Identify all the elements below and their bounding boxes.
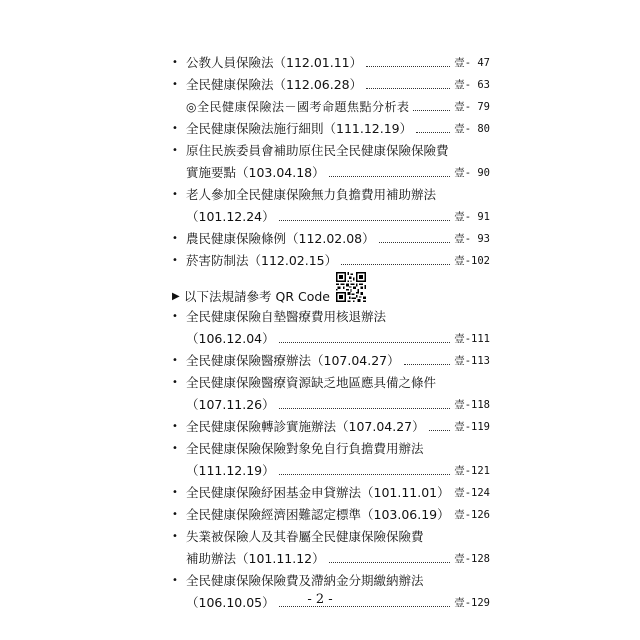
dot-leader [279, 342, 450, 343]
bullet-icon: • [172, 189, 178, 200]
bullet-icon: • [172, 57, 178, 68]
toc-entry [172, 140, 490, 162]
toc-entry [172, 184, 490, 206]
bullet-icon: • [172, 377, 178, 388]
toc-entry-page: 壹-119 [454, 421, 490, 433]
toc-entry [172, 460, 490, 482]
toc-entry-title: （107.11.26） [186, 397, 275, 412]
bullet-icon: • [172, 443, 178, 454]
toc-entry [172, 306, 490, 328]
toc-entry [172, 372, 490, 394]
bullet-icon: • [172, 355, 178, 366]
toc-entry-title: ◎全民健康保險法－國考命題焦點分析表 [186, 100, 410, 114]
toc-entry-title: 農民健康保險條例（112.02.08） [186, 231, 375, 246]
toc-entry-title: 全民健康保險紓困基金申貸辦法（101.11.01） [186, 485, 450, 500]
bullet-icon: • [172, 509, 178, 520]
toc-entry [172, 504, 490, 526]
dot-leader [279, 220, 450, 221]
toc-entry-page: 壹- 90 [454, 167, 490, 179]
toc-entry-page: 壹- 93 [454, 233, 490, 245]
toc-entry-title: 補助辦法（101.11.12） [186, 551, 325, 566]
toc-entry-title: 全民健康保險保險費及滯納金分期繳納辦法 [186, 573, 424, 588]
toc-entry [172, 416, 490, 438]
bullet-icon: • [172, 531, 178, 542]
bullet-icon: • [172, 233, 178, 244]
toc-entry [172, 52, 490, 74]
bullet-icon: • [172, 79, 178, 90]
toc-entry-title: 失業被保險人及其眷屬全民健康保險保險費 [186, 529, 424, 544]
dot-leader [329, 176, 450, 177]
toc-entry-page: 壹-118 [454, 399, 490, 411]
toc-entry [172, 118, 490, 140]
toc-entry-page: 壹- 63 [454, 79, 490, 91]
toc-entry-page: 壹-111 [454, 333, 490, 345]
toc-entry-title: （106.12.04） [186, 331, 275, 346]
toc-entry [172, 526, 490, 548]
toc-entry [172, 228, 490, 250]
table-of-contents [172, 52, 490, 614]
bullet-icon: • [172, 487, 178, 498]
dot-leader [404, 364, 450, 365]
page-number: - 2 - [307, 592, 333, 607]
toc-entry-page: 壹-113 [454, 355, 490, 367]
dot-leader [279, 474, 450, 475]
toc-entry [172, 250, 490, 272]
toc-entry [172, 206, 490, 228]
toc-entry-page: 壹-126 [454, 509, 490, 521]
toc-entry-title: 實施要點（103.04.18） [186, 165, 325, 180]
toc-entry-title: 全民健康保險醫療辦法（107.04.27） [186, 353, 400, 368]
qr-heading-text: 以下法規請參考 QR Code [184, 289, 330, 304]
toc-entry-page: 壹- 80 [454, 123, 490, 135]
toc-entry-page: 壹- 47 [454, 57, 490, 69]
toc-entry-page: 壹- 91 [454, 211, 490, 223]
toc-entry-title: （101.12.24） [186, 209, 275, 224]
qr-code-icon [336, 272, 366, 302]
bullet-icon: • [172, 311, 178, 322]
toc-entry-title: 菸害防制法（112.02.15） [186, 253, 338, 268]
toc-entry-page: 壹-128 [454, 553, 490, 565]
toc-entry-title: 全民健康保險經濟困難認定標準（103.06.19） [186, 507, 450, 522]
toc-entry-page: 壹-129 [454, 597, 490, 609]
toc-entry-title: 全民健康保險轉診實施辦法（107.04.27） [186, 419, 425, 434]
bullet-icon: • [172, 255, 178, 266]
dot-leader [279, 408, 450, 409]
toc-entry [172, 394, 490, 416]
toc-entry-page: 壹- 79 [454, 101, 490, 113]
dot-leader [366, 66, 450, 67]
toc-entry [172, 162, 490, 184]
bullet-icon: • [172, 421, 178, 432]
dot-leader [416, 132, 450, 133]
toc-entry-title: 原住民族委員會補助原住民全民健康保險保險費 [186, 143, 449, 158]
toc-entry-title: 全民健康保險保險對象免自行負擔費用辦法 [186, 441, 424, 456]
toc-entry [172, 350, 490, 372]
toc-entry [172, 96, 490, 118]
toc-entry [172, 570, 490, 592]
toc-section-2 [172, 306, 490, 614]
dot-leader [366, 88, 450, 89]
toc-entry [172, 548, 490, 570]
toc-entry [172, 328, 490, 350]
bullet-icon: • [172, 575, 178, 586]
toc-entry-title: （111.12.19） [186, 463, 275, 478]
bullet-icon: • [172, 145, 178, 156]
triangle-right-icon: ▶ [172, 291, 180, 302]
toc-entry-title: 老人參加全民健康保險無力負擔費用補助辦法 [186, 187, 437, 202]
toc-entry-page: 壹-124 [454, 487, 490, 499]
toc-entry-title: 全民健康保險法施行細則（111.12.19） [186, 121, 413, 136]
toc-entry-title: 全民健康保險醫療資源缺乏地區應具備之條件 [186, 375, 437, 390]
dot-leader [413, 110, 450, 111]
toc-entry-title: 全民健康保險自墊醫療費用核退辦法 [186, 309, 387, 324]
toc-entry-title: （106.10.05） [186, 595, 275, 610]
toc-entry-page: 壹-102 [454, 255, 490, 267]
toc-entry [172, 74, 490, 96]
dot-leader [329, 562, 450, 563]
toc-section-1 [172, 52, 490, 272]
toc-entry [172, 438, 490, 460]
dot-leader [379, 242, 450, 243]
toc-entry-page: 壹-121 [454, 465, 490, 477]
toc-entry-title: 公教人員保險法（112.01.11） [186, 55, 363, 70]
dot-leader [341, 264, 450, 265]
toc-entry [172, 482, 490, 504]
bullet-icon: • [172, 123, 178, 134]
qr-section-heading [172, 272, 490, 306]
dot-leader [429, 430, 450, 431]
toc-entry-title: 全民健康保險法（112.06.28） [186, 77, 363, 92]
